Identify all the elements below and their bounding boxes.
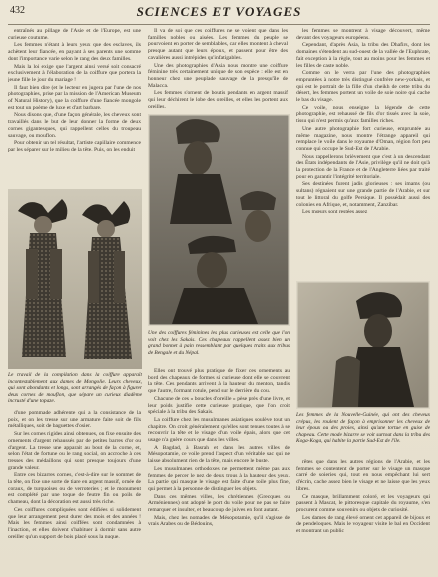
paragraph: rêtes que dans les autres régions de l'Arabie, et les femmes se contentent de porter sur le visage un masque carré de soieries qui, tout en nous empêchant lui sert d'écrin, cache assez bien le visage et ne laisse que les yeux libres. [296,459,430,492]
paragraph: Mais la loi exige que l'argent ainsi versé soit consacré exclusivement à l'élaboration de la coiffure que portera la jeune fille le jour du mariage ! [8,63,141,83]
paragraph: Ses destinées furent jadis glorieuses : ses imams (ou sultans) régnaient sur une grande partie de l'Arabie, et sur tout le littoral du golfe Persique. Il possédait aussi des colonies en Afrique, et, notamment, Zanzibar. [296,181,430,208]
paragraph: Sur les cornes rigides ainsi obtenues, on fixe ensuite des ornements d'argent rehaussés par de petites barres d'or ou d'argent. La tresse une apparait au bout de la corne, et, selon l'état de fortune ou le rang social, on accroche à ces tresses des médaillons qui sont presque toujours d'une grande valeur. [8,431,141,471]
paragraph: Mais, chez les nomades de Mésopotamie, qu'il s'agisse de vrais Arabes ou de Bédouins, [148,514,290,528]
photo-sakai-women-hats [148,114,290,326]
paragraph: Ce masque, brillamment coloré, et les voyageurs qui passent à Mascat, le pittoresque capitale du royaume, s'en procurent comme souvenirs ou objets de curiosité. [296,493,430,513]
paragraph: Il faut bien dire (et le lecteur en jugera par l'une de nos photographies, prise par la mission de l'American Museum of Natural History), que la coiffure d'une fiancée mongole est tout un poème de luxe et d'art barbare. [8,84,141,111]
column-2-top-text [148,28,288,112]
column-3-top-text [296,28,430,280]
column-2-bottom-text [148,368,290,574]
page-header [0,0,438,24]
paragraph: Elles ont trouvé plus pratique de fixer ces ornements au bord des chapeaux de formes si curieuse dont elle se couvrent la tête. Ces pendants arrivent à la hauteur du menton, tandis que l'autre, formant rotule, pend sur le derrière du cou. [148,368,290,395]
paragraph: entraînés au pillage de l'Asie et de l'Europe, est une curieuse coutume. [8,28,141,41]
paragraph: Les femmes s'ornent de boutis pendants en argent massif qui leur déchirent le lobe des oreilles, et elles les portent aux oreilles. [148,90,288,110]
caption-right: Les femmes de la Nouvelle-Guinée, qui ont des cheveux crépus, les roulent de façon à emprisonner les cheveux de leur époux ou des proies, ainsi qu'une tortue en guise de chapeau. Cette mode bizarre se voit surtout dans la tribu des Koga-Koga, qui habite la partie Sud-Est de l'île. [296,412,430,444]
magazine-title: SCIENCES ET VOYAGES [136,4,302,19]
paragraph: Cependant, d'après Asia, la tribu des Dhafirs, dont les domaines s'étendent au sud-ouest de la vallée de l'Euphrate, fait exception à la règle, tout au moins pour les femmes et les filles de caste noble. [296,42,430,69]
paragraph: Entre ces bizarres cornes, c'est-à-dire sur le sommet de la tête, on fixe une sorte de tiare en argent massif, ornée de coraux, de turquoises ou de verroteries ; et le monument est complété par une toque de feutre fin ou poils de chameau, dont la décoration est aussi très riche. [8,472,141,506]
paragraph: d'une pommade adhérente qui a la consistance de la poix, et on les tresse sur une armature faite soit de fils métalliques, soit de baguettes d'osier. [8,410,141,430]
paragraph: Il va de soi que ces coiffures ne se voient que dans les familles nobles ou aisées. Les femmes du peuple se pourvoient en porter de semblables, car elles montent à cheval presque autant que leurs époux, et passent pour être des cavalières aussi intrépides qu'infatigables. [148,28,288,61]
page-number: 432 [10,5,25,16]
paragraph: les femmes se montrent à visage découvert, même devant des voyageurs européens. [296,28,430,41]
paragraph: Pour obtenir un tel résultat, l'artiste capillaire commence par les séparer sur le milieu de la tête. Puis, on les enduit [8,140,141,153]
photo-new-guinea-women [296,281,430,409]
paragraph: Chacune de ces « boucles d'oreille » pèse près d'une livre, et leur poids justifie cette curieuse pratique, que l'on croit spéciale à la tribu des Sakais. [148,395,290,416]
paragraph: Dans ces mêmes villes, les chrétiennes (Grecques ou Arméniennes) ont adopté le port du voile pour ne pas se faire remarquer et insulter, et beaucoup de juives en font autant. [148,493,290,514]
paragraph: Ce voile, nous enseigne la légende de cette photographie, est rehaussé de fils d'or tissés avec la soie, tissu qui n'est permis qu'aux familles riches. [296,104,430,125]
paragraph: Les mœurs sont restées assez [302,209,368,216]
paragraph: A Bagdad, à Basrah et dans les autres villes de Mésopotamie, ce voile prend l'aspect d'un véritable sac qui ne laisse absolument rien de la tête, mais encore le buste. [148,444,290,465]
column-1-bottom-text [8,410,141,574]
column-1-top-text [8,28,141,186]
header-rule [8,24,430,25]
paragraph: Les dames de rang élevé ornent cet appareil de bijoux et de pendeloques. Mais le voyageur visite le bal en Occident et montrant un public [296,514,430,535]
paragraph: Ces coiffures compliquées sont édifiées si solidement que leur arrangement peut durer des mois et des années ! Mais les femmes ainsi coiffées sont condamnées à l'inaction, et elles doivent s'habituer à dormir sans autre oreiller qu'un support de bois placé sous la nuque. [8,506,141,540]
paragraph: Les femmes n'étant à leurs yeux que des esclaves, ils achètent leur fiancée, en payant à ses parents une somme dont l'importance varie selon le rang des deux familles. [8,42,141,62]
paragraph: Les musulmanes orthodoxes ne permettent même pas aux femmes de percer le nez de deux trous à la hauteur des yeux. La partie qui masque le visage est faite d'une toile plus fine, qui permet à la personne de distinguer les objets. [148,465,290,492]
caption-left: Le travail de la compilation dans la coiffure apparaît incontestablement aux dames de Mongolie. Leurs cheveux, qui sont abondants et longs, sont arrangés de façon à figurer deux cornes de mouflon, que sépare un curieux diadème incrusté d'une topaze. [8,372,142,404]
caption-center: Une des coiffures féminines les plus curieuses est celle que l'on voit chez les Sakais. Ces chapeaux rappellent assez bien un grand bonnet à pain ressemblant par quelques traits aux tribus de Bengale et du Népal. [148,330,290,356]
paragraph: Nous disons que, d'une façon générale, les cheveux sont travaillés dans le but de leur donner la forme de deux cornes gigantesques, qui rappellent celles du troupeau sauvage, ou mouflon. [8,112,141,139]
column-3-bottom-text [296,459,430,574]
paragraph: Une des photographies d'Asia nous montre une coiffure féminine très certainement unique de son espèce : elle est en honneur chez une peuplade sauvage de la presqu'île de Malacca. [148,62,288,89]
paragraph: La coiffure chez les musulmanes asiatiques soulève tout un chapitre. On croit généralement qu'elles sont tenues toutes à se recouvrir la tête et le visage d'un voile épais, alors que cet usage n'a guère cours que dans les villes. [148,416,290,444]
paragraph: Comme on le verra par l'une des photographies empruntées à notre très distingué confrère new-yorkais, et qui est le portrait de la fille d'un cheikh de cette tribu du désert, les femmes portent un voile de soie noire qui cache le bas du visage. [296,70,430,104]
paragraph: Nous rappellerons brièvement que c'est à un descendant des États indépendants de l'Asie, privilège qu'il ne doit qu'à la protection de la France et de l'Angleterre liées par traité pour en garantir l'intégrité territoriale. [296,153,430,180]
photo-mongolian-headdresses [8,189,142,369]
paragraph: Une autre photographie fort curieuse, empruntée au même magazine, nous montre l'étrange appareil qui remplace le voile dans le royaume d'Oman, région fort peu connue qui occupe le Sud-Est de l'Arabie. [296,125,430,152]
